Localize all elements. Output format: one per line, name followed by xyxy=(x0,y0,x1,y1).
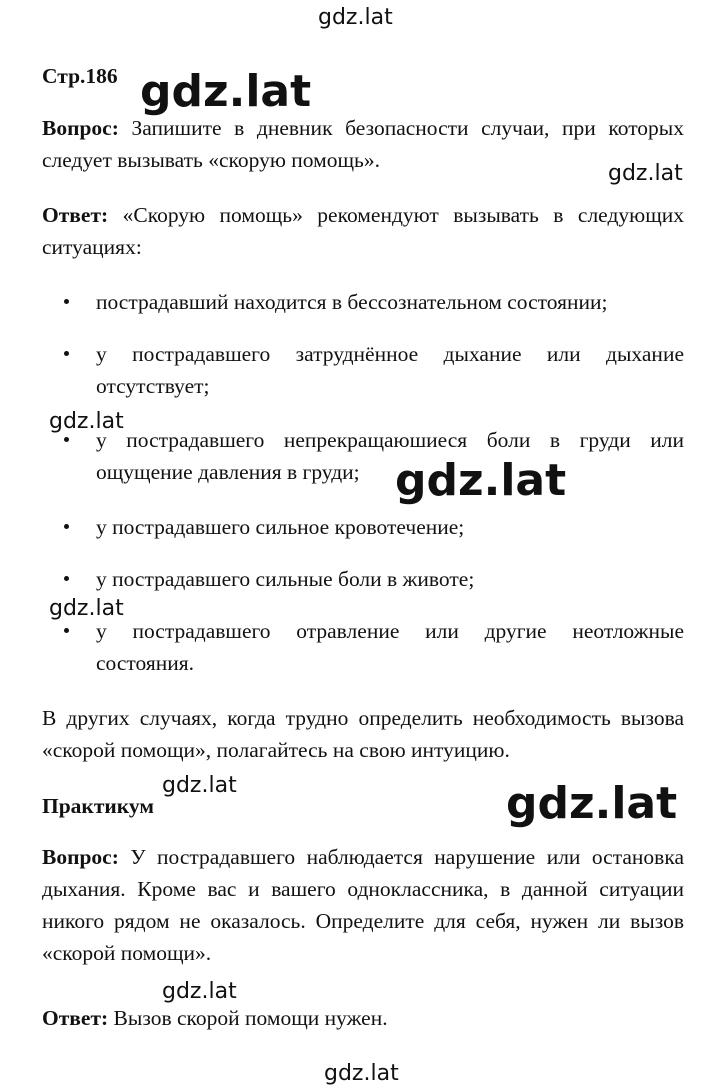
list-item-text: у пострадавшего непрекращаюшиеся боли в груди или ощущение давления в груди; xyxy=(96,428,684,484)
list-item-text: у пострадавшего сильные боли в животе; xyxy=(96,567,475,591)
watermark: gdz.lat xyxy=(318,5,393,30)
bullet-icon xyxy=(64,437,69,442)
question-1 xyxy=(42,112,684,176)
answer-text: Вызов скорой помощи нужен. xyxy=(113,1006,388,1030)
question-text: У пострадавшего наблюдается нарушение или остановка дыхания. Кроме вас и вашего одноклассника, в данной ситуации никого рядом не оказалось. Определите для себя, нужен ли вызов «скорой помощи». xyxy=(42,845,684,965)
watermark: gdz.lat xyxy=(162,979,237,1004)
watermark: gdz.lat xyxy=(324,1061,399,1086)
watermark: gdz.lat xyxy=(395,455,567,506)
section-heading-practicum: Практикум xyxy=(42,794,154,818)
page-number: Стр.186 xyxy=(42,64,118,88)
watermark: gdz.lat xyxy=(49,596,124,621)
watermark: gdz.lat xyxy=(608,161,683,186)
list-item xyxy=(64,286,684,318)
list-item-text: у пострадавшего сильное кровотечение; xyxy=(96,515,465,539)
answer-label: Ответ: xyxy=(42,1006,109,1030)
list-item-text: у пострадавшего отравление или другие неотложные состояния. xyxy=(96,619,684,675)
watermark: gdz.lat xyxy=(162,773,237,798)
question-text: Запишите в дневник безопасности случаи, при которых следует вызывать «скорую помощь». xyxy=(42,116,684,172)
bullet-icon xyxy=(64,628,69,633)
watermark: gdz.lat xyxy=(506,778,678,829)
list-item xyxy=(64,511,684,543)
bullet-icon xyxy=(64,576,69,581)
answer-label: Ответ: xyxy=(42,203,109,227)
conclusion-paragraph: В других случаях, когда трудно определить необходимость вызова «скорой помощи», полагайтесь на свою интуицию. xyxy=(42,706,684,762)
watermark: gdz.lat xyxy=(140,66,312,117)
list-item xyxy=(64,338,684,402)
list-item xyxy=(64,563,684,595)
answer-2 xyxy=(42,1002,684,1034)
bullet-icon xyxy=(64,524,69,529)
question-label: Вопрос: xyxy=(42,116,119,140)
bullet-icon xyxy=(64,299,69,304)
answer-text: «Скорую помощь» рекомендуют вызывать в следующих ситуациях: xyxy=(42,203,685,259)
question-label: Вопрос: xyxy=(42,845,119,869)
answer-1 xyxy=(42,199,684,263)
list-item xyxy=(64,615,684,679)
bullet-icon xyxy=(64,351,69,356)
watermark: gdz.lat xyxy=(49,409,124,434)
list-item-text: пострадавший находится в бессознательном состоянии; xyxy=(96,290,608,314)
list-item xyxy=(64,424,684,488)
question-2 xyxy=(42,841,684,969)
list-item-text: у пострадавшего затруднённое дыхание или дыхание отсутствует; xyxy=(96,342,684,398)
